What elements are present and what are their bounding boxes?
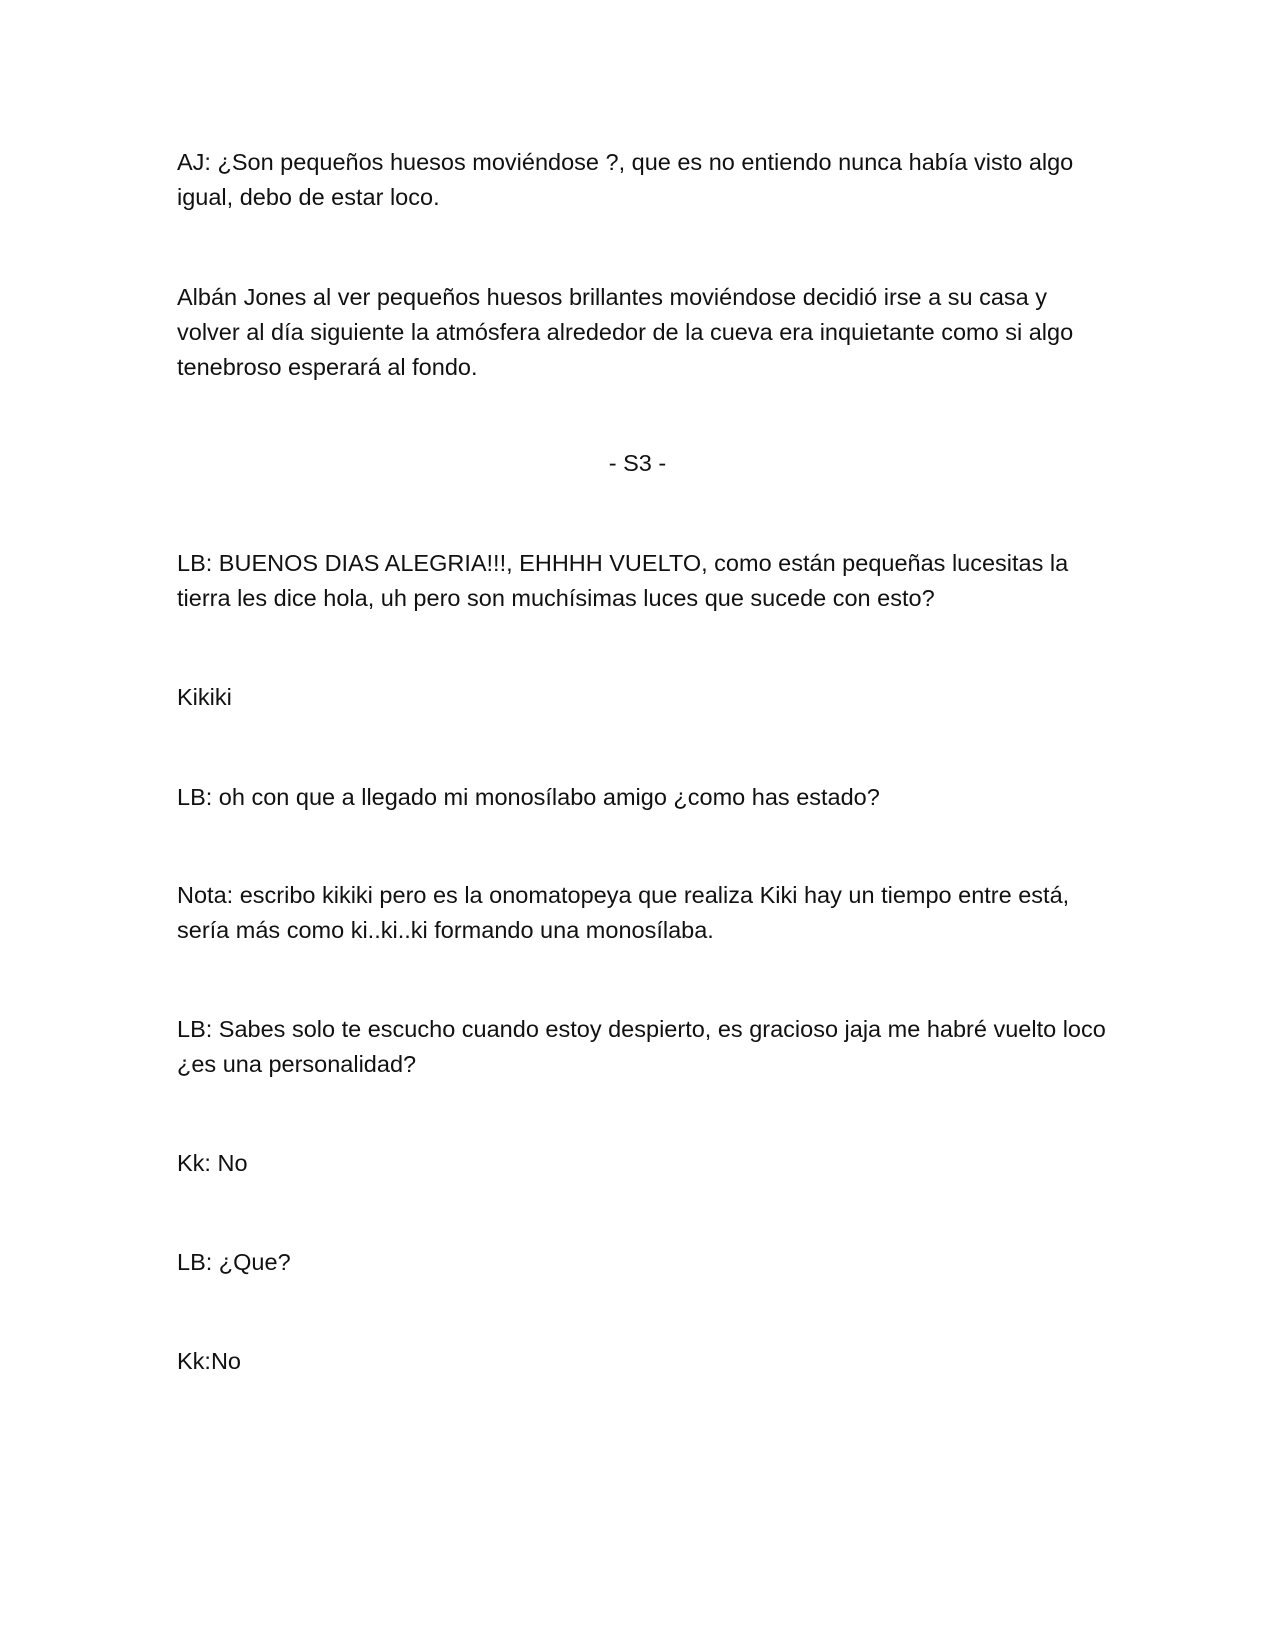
paragraph-kk-no: Kk: No [177, 1150, 248, 1176]
paragraph-lb-monosilabo: LB: oh con que a llegado mi monosílabo amigo ¿como has estado? [177, 784, 880, 810]
paragraph-aj-huesos: AJ: ¿Son pequeños huesos moviéndose ?, que es no entiendo nunca había visto algo igual, debo de estar loco. [177, 149, 1074, 210]
paragraph-kikiki: Kikiki [177, 684, 232, 710]
paragraph-alban-jones: Albán Jones al ver pequeños huesos brillantes moviéndose decidió irse a su casa y volver al día siguiente la atmósfera alrededor de la cueva era inquietante como si algo tenebroso esperará al fondo. [177, 284, 1074, 380]
section-marker-s3: - S3 - [608, 450, 667, 476]
paragraph-lb-buenos-dias: LB: BUENOS DIAS ALEGRIA!!!, EHHHH VUELTO, como están pequeñas lucesitas la tierra les dice hola, uh pero son muchísimas luces que sucede con esto? [177, 550, 1069, 611]
paragraph-lb-sabes: LB: Sabes solo te escucho cuando estoy despierto, es gracioso jaja me habré vuelto loco ¿es una personalidad? [177, 1016, 1106, 1077]
paragraph-nota: Nota: escribo kikiki pero es la onomatopeya que realiza Kiki hay un tiempo entre está, sería más como ki..ki..ki formando una monosílaba. [177, 882, 1070, 943]
paragraph-lb-que: LB: ¿Que? [177, 1249, 291, 1275]
paragraph-kk-no-2: Kk:No [177, 1348, 241, 1374]
